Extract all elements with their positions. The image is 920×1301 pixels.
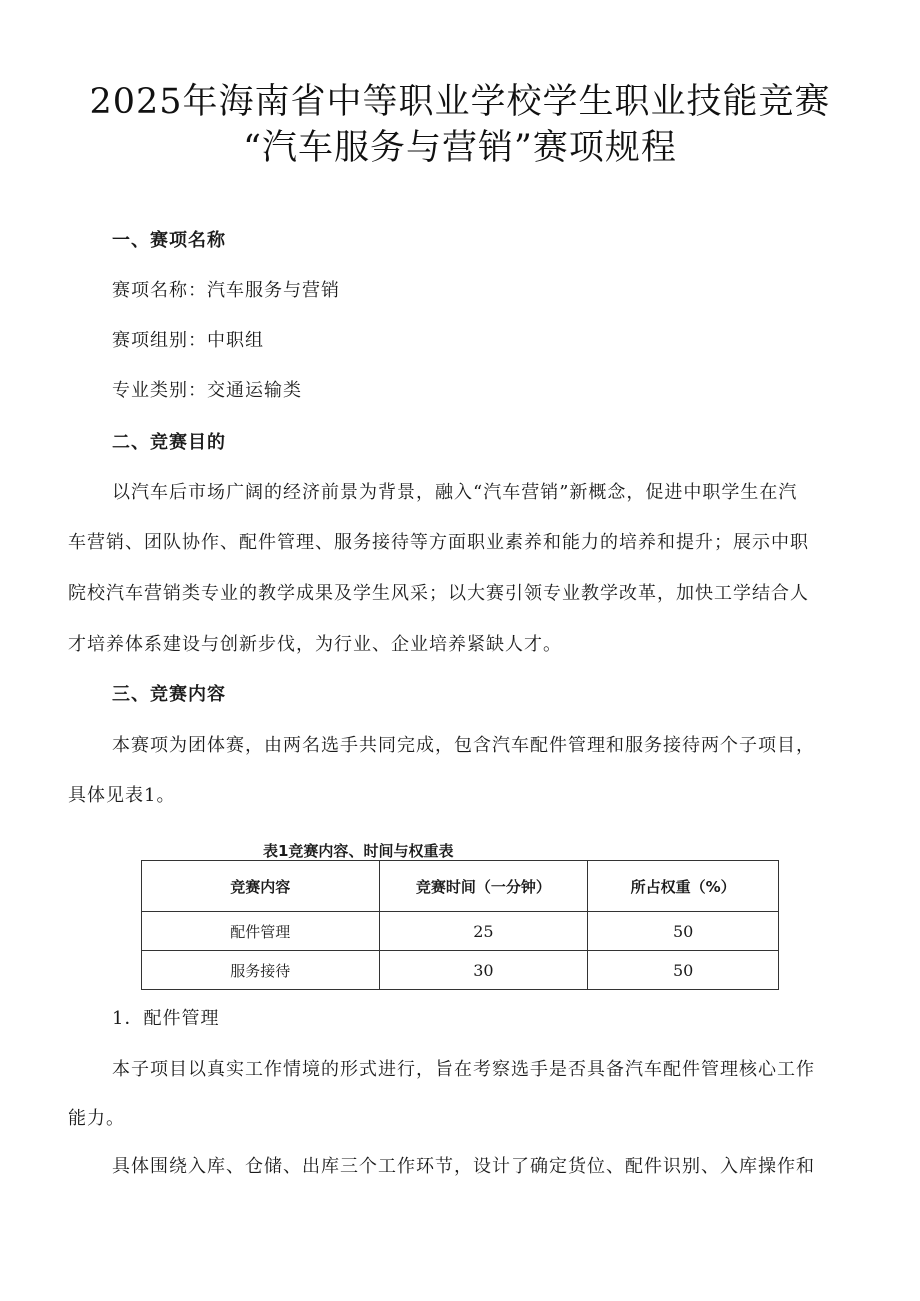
table-cell: 50 — [588, 912, 779, 951]
purpose-line-3: 院校汽车营销类专业的教学成果及学生风采；以大赛引领专业教学改革，加快工学结合人 — [68, 583, 809, 604]
parts-para-line-1: 本子项目以真实工作情境的形式进行，旨在考察选手是否具备汽车配件管理核心工作 — [112, 1059, 815, 1080]
table-header-cell: 所占权重（%） — [588, 861, 779, 912]
parts-para2-line-1: 具体围绕入库、仓储、出库三个工作环节，设计了确定货位、配件识别、入库操作和 — [112, 1156, 815, 1177]
competition-table — [141, 860, 779, 990]
event-name-line: 赛项名称：汽车服务与营销 — [112, 280, 340, 301]
content-line-2: 具体见表1。 — [68, 785, 176, 806]
section-3-heading: 三、竞赛内容 — [112, 684, 226, 705]
table-row — [142, 912, 779, 951]
purpose-line-1: 以汽车后市场广阔的经济前景为背景，融入“汽车营销”新概念，促进中职学生在汽 — [112, 482, 798, 503]
table-header-cell: 竞赛时间（一分钟） — [379, 861, 588, 912]
table-caption: 表1竞赛内容、时间与权重表 — [263, 842, 454, 860]
section-1-heading: 一、赛项名称 — [112, 230, 226, 251]
document-title-line-2: “汽车服务与营销”赛项规程 — [243, 128, 677, 168]
purpose-line-2: 车营销、团队协作、配件管理、服务接待等方面职业素养和能力的培养和提升；展示中职 — [68, 532, 809, 553]
event-category-line: 专业类别：交通运输类 — [112, 380, 302, 401]
parts-para-line-2: 能力。 — [68, 1108, 125, 1129]
section-2-heading: 二、竞赛目的 — [112, 432, 226, 453]
table-header-cell: 竞赛内容 — [142, 861, 380, 912]
subsection-1-heading: 1．配件管理 — [112, 1008, 220, 1029]
document-title-line-1: 2025年海南省中等职业学校学生职业技能竞赛 — [89, 82, 831, 122]
table-cell: 服务接待 — [142, 951, 380, 990]
table-row — [142, 951, 779, 990]
table-cell: 50 — [588, 951, 779, 990]
content-line-1: 本赛项为团体赛，由两名选手共同完成，包含汽车配件管理和服务接待两个子项目， — [112, 735, 815, 756]
table-header-row — [142, 861, 779, 912]
purpose-line-4: 才培养体系建设与创新步伐，为行业、企业培养紧缺人才。 — [68, 634, 562, 655]
event-group-line: 赛项组别：中职组 — [112, 330, 264, 351]
table-cell: 25 — [379, 912, 588, 951]
table-cell: 30 — [379, 951, 588, 990]
table-cell: 配件管理 — [142, 912, 380, 951]
